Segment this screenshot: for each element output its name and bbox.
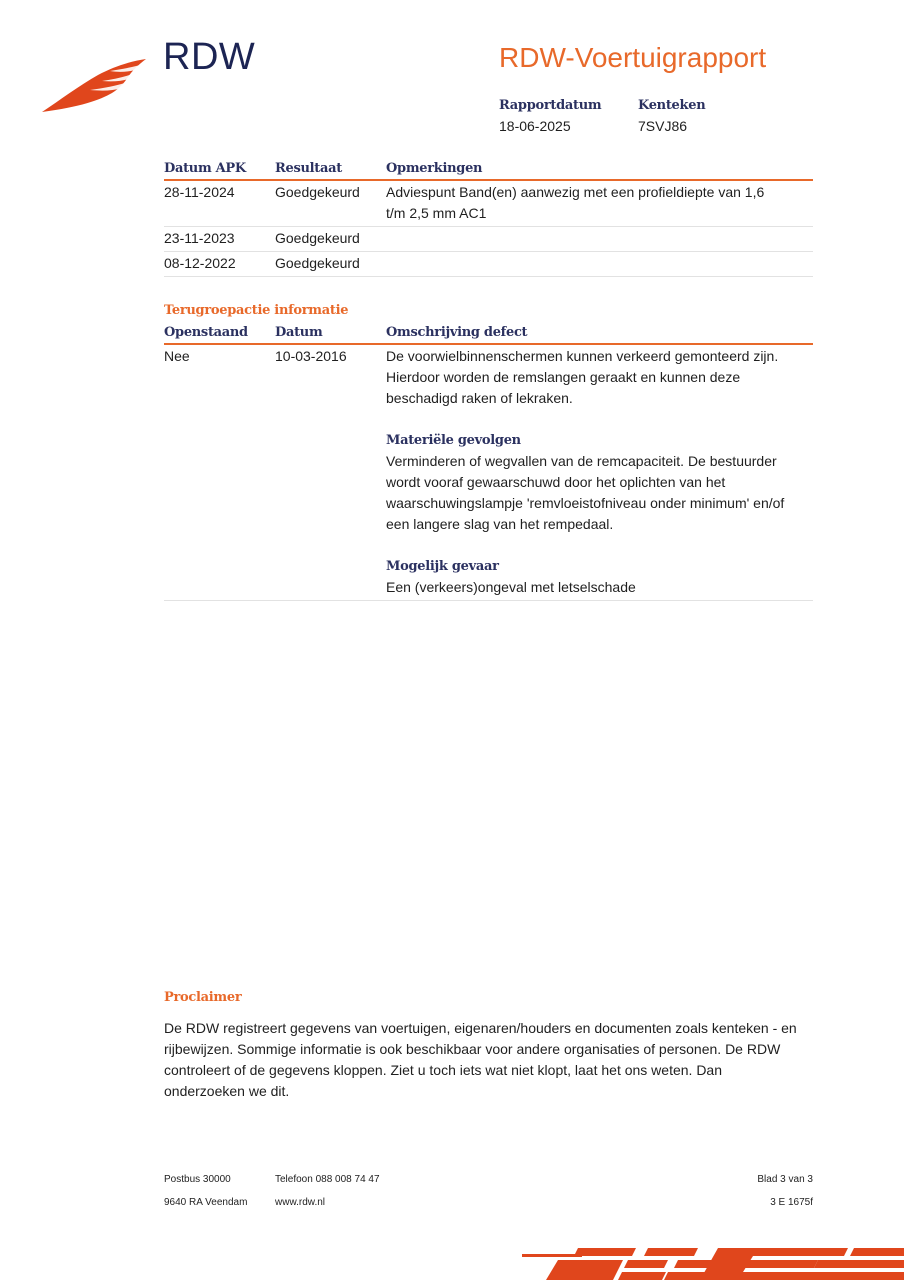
footer-postcode: 9640 RA Veendam: [164, 1197, 248, 1208]
footer-document-code: 3 E 1675f: [770, 1197, 813, 1208]
table-row: [164, 252, 813, 277]
footer-telefoon: Telefoon 088 008 74 47: [275, 1174, 380, 1185]
apk-header-row: [164, 160, 813, 180]
footer-postbus: Postbus 30000: [164, 1174, 231, 1185]
apk-resultaat: Goedgekeurd: [275, 180, 386, 227]
gevolgen-text: Verminderen of wegvallen van de remcapaciteit. De bestuurder wordt vooraf gewaarschuwd door het oplichten van het waarschuwingslampje 'remvloeistofniveau onder minimum' en/of een langere slag van het rempedaal.: [386, 453, 785, 532]
table-row: [164, 344, 813, 601]
decorative-stripes-icon: [518, 1244, 904, 1280]
col-datum-apk: Datum APK: [164, 160, 275, 180]
apk-datum: 28-11-2024: [164, 180, 275, 227]
recall-table: [164, 324, 813, 601]
col-opmerkingen: Opmerkingen: [386, 160, 813, 180]
footer-page-number: Blad 3 van 3: [757, 1174, 813, 1185]
report-title: RDW-Voertuigrapport: [499, 42, 767, 73]
recall-datum: 10-03-2016: [275, 344, 386, 601]
table-row: [164, 180, 813, 227]
apk-opmerkingen: [386, 252, 813, 277]
rapportdatum-label: Rapportdatum: [499, 98, 602, 113]
gevolgen-heading: Materiële gevolgen: [386, 433, 521, 448]
col-openstaand: Openstaand: [164, 324, 275, 344]
col-resultaat: Resultaat: [275, 160, 386, 180]
recall-section-title: Terugroepactie informatie: [164, 303, 349, 318]
apk-datum: 08-12-2022: [164, 252, 275, 277]
recall-description-cell: [386, 344, 813, 601]
recall-openstaand: Nee: [164, 344, 275, 601]
apk-resultaat: Goedgekeurd: [275, 252, 386, 277]
col-omschrijving: Omschrijving defect: [386, 324, 813, 344]
apk-opmerkingen: Adviespunt Band(en) aanwezig met een profieldiepte van 1,6 t/m 2,5 mm AC1: [386, 180, 813, 227]
kenteken-label: Kenteken: [638, 98, 706, 113]
apk-opmerkingen: [386, 227, 813, 252]
gevaar-heading: Mogelijk gevaar: [386, 559, 499, 574]
footer-website-link[interactable]: www.rdw.nl: [275, 1197, 326, 1208]
logo-text: RDW: [163, 36, 256, 78]
proclaimer-text: De RDW registreert gegevens van voertuigen, eigenaren/houders en documenten zoals kenteken - en rijbewijzen. Sommige informatie is ook beschikbaar voor andere organisaties of personen. De RDW controleert of de gegevens kloppen. Ziet u toch iets wat niet klopt, laat het ons weten. Dan onderzoeken we dit.: [164, 1020, 797, 1099]
apk-table: [164, 160, 813, 277]
kenteken-value: 7SVJ86: [638, 118, 688, 134]
proclaimer-title: Proclaimer: [164, 990, 242, 1005]
recall-omschrijving: De voorwielbinnenschermen kunnen verkeerd gemonteerd zijn. Hierdoor worden de remslangen geraakt en kunnen deze beschadigd raken of lekraken.: [386, 348, 779, 406]
rapportdatum-value: 18-06-2025: [499, 118, 571, 134]
rdw-logo-icon: [40, 55, 150, 115]
recall-header-row: [164, 324, 813, 344]
apk-datum: 23-11-2023: [164, 227, 275, 252]
col-datum: Datum: [275, 324, 386, 344]
gevaar-text: Een (verkeers)ongeval met letselschade: [386, 579, 636, 595]
apk-resultaat: Goedgekeurd: [275, 227, 386, 252]
table-row: [164, 227, 813, 252]
